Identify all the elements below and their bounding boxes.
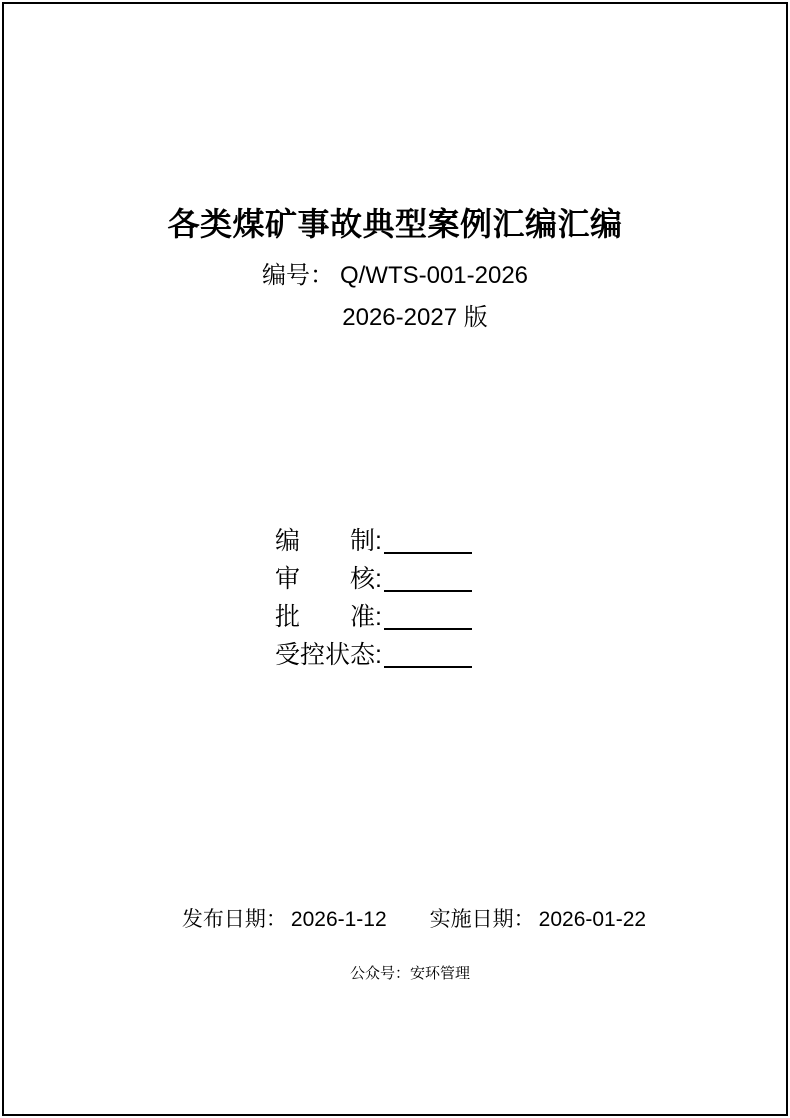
signature-label-part2: 制 (349, 527, 375, 555)
signature-label (275, 528, 375, 554)
implement-date-label: 实施日期： (429, 908, 535, 931)
implement-date-value: 2026-01-22 (538, 908, 647, 931)
signature-blank-line (384, 565, 472, 592)
signature-label (275, 642, 375, 668)
signature-label (275, 566, 375, 592)
signature-colon: : (375, 603, 382, 631)
doc-version-line: 2026-2027 版 (342, 304, 488, 331)
signature-label-part2: 准 (349, 603, 375, 631)
release-date-value: 2026-1-12 (290, 908, 387, 931)
signature-row-control-status (275, 641, 472, 667)
signature-colon: : (375, 641, 382, 669)
implement-date (430, 905, 646, 935)
footer-public-account: 公众号：安环管理 (349, 966, 470, 982)
signature-label-part1: 批 (275, 603, 301, 631)
signature-label-part1: 编 (275, 527, 301, 555)
doc-number-label: 编号： (261, 262, 334, 289)
signature-blank-line (384, 603, 472, 630)
signature-blank-line (384, 527, 472, 554)
signature-block (275, 527, 472, 679)
doc-number-line (0, 258, 790, 294)
signature-label-part2: 核 (349, 565, 375, 593)
dates-line (19, 905, 790, 935)
doc-number-value: Q/WTS-001-2026 (339, 262, 529, 289)
signature-label (275, 604, 375, 630)
signature-label-part1: 审 (275, 565, 301, 593)
signature-colon: : (375, 527, 382, 555)
signature-row-reviewer (275, 565, 472, 591)
signature-label-part1: 受控 (275, 641, 326, 669)
signature-row-approver (275, 603, 472, 629)
signature-colon: : (375, 565, 382, 593)
release-date-label: 发布日期： (181, 908, 287, 931)
signature-label-part2: 状态 (325, 641, 376, 669)
release-date (182, 905, 387, 935)
signature-blank-line (384, 641, 472, 668)
signature-row-compiler (275, 527, 472, 553)
page-title: 各类煤矿事故典型案例汇编汇编 (167, 206, 623, 242)
